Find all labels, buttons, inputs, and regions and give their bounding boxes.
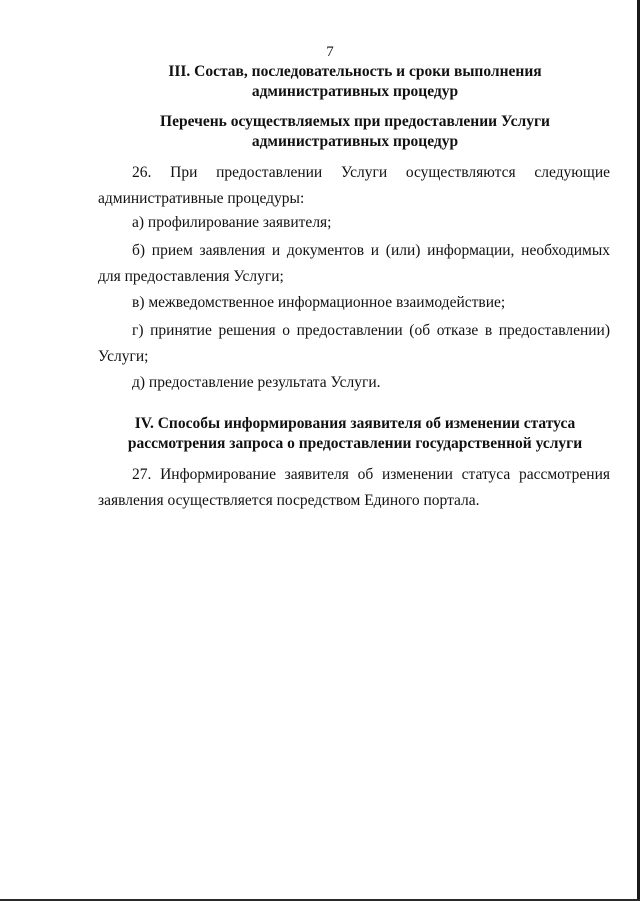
list-item-b-line-2: для предоставления Услуги; — [98, 268, 284, 285]
list-item-b-line-1 — [98, 238, 610, 264]
page-number: 7 — [326, 44, 334, 60]
list-item-g — [98, 318, 610, 370]
list-item-g-line-1 — [98, 318, 610, 344]
list-item-a-text: а) профилирование заявителя; — [132, 214, 332, 231]
list-item-d-text: д) предоставление результата Услуги. — [132, 374, 381, 391]
section-3-heading: III. Состав, последовательность и сроки выполнения административных процедур — [168, 63, 542, 100]
paragraph-27-line-2: заявления осуществляется посредством Единого портала. — [98, 492, 480, 509]
paragraph-26-line-2: административные процедуры: — [98, 190, 305, 207]
list-item-a — [98, 210, 610, 236]
section-4-heading: IV. Способы информирования заявителя об изменении статуса рассмотрения запроса о предоставлении государственной услуги — [127, 415, 583, 452]
list-item-b-text-start: б) прием заявления и документов и (или) информации, необходимых — [132, 242, 610, 259]
list-item-v — [98, 290, 610, 316]
list-item-v-text: в) межведомственное информационное взаимодействие; — [132, 294, 506, 311]
paragraph-27-text-start: 27. Информирование заявителя об изменении статуса рассмотрения — [132, 466, 610, 483]
paragraph-26-line-1 — [98, 160, 610, 186]
paragraph-27-line-1 — [98, 462, 610, 488]
list-item-d — [98, 370, 610, 396]
list-item-b — [98, 238, 610, 290]
paragraph-26-text-start: 26. При предоставлении Услуги осуществляются следующие — [132, 164, 610, 181]
list-item-g-text-start: г) принятие решения о предоставлении (об отказе в предоставлении) — [132, 322, 610, 339]
list-item-g-line-2: Услуги; — [98, 348, 149, 365]
paragraph-26 — [98, 160, 610, 212]
procedures-list-heading: Перечень осуществляемых при предоставлении Услуги административных процедур — [160, 113, 550, 150]
paragraph-27 — [98, 462, 610, 514]
